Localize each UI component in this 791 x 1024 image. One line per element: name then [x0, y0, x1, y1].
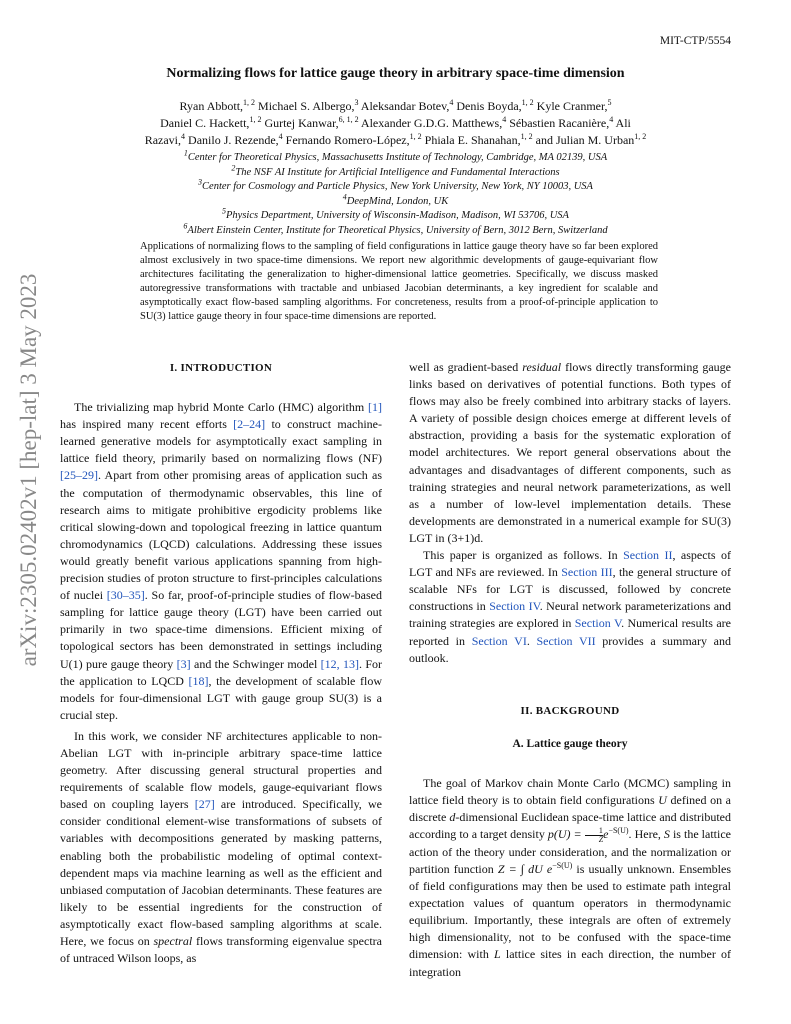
intro-paragraph-3: well as gradient-based residual flows directly transforming gauge links based on derivatives of potential functions. Both types of flows may also be freely combined into arbitrary stacks of layers. A variety of possible design choices emerge at different levels of abstraction, providing a basis for the systematic exploration of model architectures. We report general observations about the advantages and disadvantages of different components, such as training strategies and neural network parameterizations, as well as a number of low-level implementation details. These developments are demonstrated in a numerical example for SU(3) LGT in (3+1)d.: [409, 360, 731, 545]
affiliation: $^3$Center for Cosmology and Particle Physics, New York University, New York, NY 10003, USA: [198, 177, 593, 193]
intro-paragraph-1: The trivializing map hybrid Monte Carlo (HMC) algorithm [1] has inspired many recent efforts [2–24] to construct machine-learned generative models for asymptotically exact sampling in lattice field theory, primarily based on normalizing flows (NF) [25–29]. Apart from other promising areas of application such as the computation of thermodynamic observables, this line of research aims to mitigate prohibitive ergodicity problems like critical slowing-down and topological freezing in lattice quantum chromodynamics (LQCD) calculations. Addressing these issues would greatly benefit various applications spanning from high-precision studies of proton structure to first-principles calculations of nuclei [30–35]. So far, proof-of-principle studies of flow-based sampling for lattice gauge theory (LGT) have been carried out primarily in two space-time dimensions. Efficient mixing of topological sectors has been demonstrated in settings including U(1) pure gauge theory [3] and the Schwinger model [12, 13]. For the application to LQCD [18], the development of scalable flow models for four-dimensional LGT with gauge group SU(3) is a crucial step.: [60, 400, 383, 722]
section-link[interactable]: Section IV: [489, 599, 540, 614]
report-number: MIT-CTP/5554: [659, 35, 731, 47]
intro-paragraph-2: In this work, we consider NF architectures applicable to non-Abelian LGT with in-principle arbitrary space-time lattice geometry. After discussing general structural properties and requirements of scalable flow models, gauge-equivariant flows based on coupling layers [27] are introduced. Specifically, we consider conditional element-wise transformations of subsets of variables with decompositions generated by masking patterns, enabling both the probabilistic modeling of optimal context-dependent maps via machine learning as well as the efficient and unbiased computation of Jacobian determinants. These features are likely to be essential ingredients for the construction of asymptotically exact flow-based sampling algorithms at scale. Here, we focus on spectral flows transforming eigenvalue spectra of untraced Wilson loops, as: [60, 728, 382, 966]
section-heading: II. BACKGROUND: [520, 704, 620, 717]
paper-title: Normalizing flows for lattice gauge theory in arbitrary space-time dimension: [166, 66, 625, 81]
section-link[interactable]: Section III: [561, 565, 613, 580]
section-link[interactable]: Section V: [574, 616, 622, 631]
section-link[interactable]: Section VI: [471, 633, 527, 648]
citation-link[interactable]: [12, 13]: [320, 656, 359, 671]
left-column: [60, 360, 382, 967]
affiliation-list: [90, 148, 701, 239]
citation-link[interactable]: [30–35]: [106, 588, 145, 603]
arxiv-id: arXiv:2305.02402v1 [hep-lat] 3 May 2023: [16, 273, 41, 667]
citation-link[interactable]: [18]: [188, 673, 209, 688]
affiliation: $^2$The NSF AI Institute for Artificial Intelligence and Fundamental Interactions: [231, 163, 560, 178]
section-link[interactable]: Section II: [623, 548, 673, 563]
affiliation: $^6$Albert Einstein Center, Institute for Theoretical Physics, University of Bern, 3012 Bern, Switzerland: [183, 221, 608, 236]
citation-link[interactable]: [3]: [176, 656, 191, 671]
subsection-heading: A. Lattice gauge theory: [512, 737, 628, 750]
arxiv-sidebar-stamp: [8, 260, 50, 680]
author-list: Ryan Abbott,$^{1, 2}$ Michael S. Albergo,$^3$ Aleksandar Botev,$^4$ Denis Boyda,$^{1, 2}$ Kyle Cranmer,$^5$ Daniel C. Hackett,$^{1, 2}$ Gurtej Kanwar,$^{6, 1, 2}$ Alexander G.D.G. Matthews,$^4$ Sébastien Racanière,$^4$ Ali Razavi,$^4$ Danilo J. Rezende,$^4$ Fernando Romero-López,$^{1, 2}$ Phiala E. Shanahan,$^{1, 2}$ and Julian M. Urban$^{1, 2}$: [144, 98, 647, 147]
intro-paragraph-4: This paper is organized as follows. In Section II, aspects of LGT and NFs are reviewed. In Section III, the general structure of scalable NFs for LGT is discussed, followed by concrete constructions in Section IV. Neural network parameterizations and training strategies are explored in Section V. Numerical results are reported in Section VI. Section VII provides a summary and outlook.: [409, 548, 732, 665]
citation-link[interactable]: [27]: [194, 797, 215, 812]
citation-link[interactable]: [2–24]: [233, 417, 266, 432]
affiliation: $^1$Center for Theoretical Physics, Massachusetts Institute of Technology, Cambridge, MA 02139, USA: [183, 148, 608, 163]
background-paragraph-1: The goal of Markov chain Monte Carlo (MCMC) sampling in lattice field theory is to obtain field configurations U defined on a discrete d-dimensional Euclidean space-time lattice and distributed according to a target density p(U) = $\frac{1}{Z}$ $e^{-S(U)}$. Here, S is the lattice action of the theory under consideration, and the normalization or partition function Z = ∫ dU $e^{-S(U)}$ is usually unknown. Ensembles of field configurations may then be used to estimate path integral expectation values of quantum operators in thermodynamic equilibrium. Importantly, these integrals are often of extremely high dimensionality, not to be confused with the space-time dimension: with L lattice sites in each direction, the number of integration: [409, 775, 732, 979]
affiliation: $^4$DeepMind, London, UK: [342, 192, 449, 207]
right-column: [409, 359, 731, 981]
citation-link[interactable]: [1]: [368, 400, 382, 415]
section-link[interactable]: Section VII: [536, 633, 596, 648]
section-heading: I. INTRODUCTION: [169, 362, 273, 374]
abstract: Applications of normalizing flows to the sampling of field configurations in lattice gauge theory have so far been explored almost exclusively in two space-time dimensions. We report new algorithmic developments of gauge-equivariant flow architectures facilitating the generalization to higher-dimensional lattice geometries. Specifically, we discuss masked autoregressive transformations with tractable and unbiased Jacobian determinants, a key ingredient for scalable and asymptotically exact flow-based sampling algorithms. For concreteness, results from a proof-of-principle application to SU(3) lattice gauge theory in four space-time dimensions are reported.: [140, 241, 658, 323]
affiliation: $^5$Physics Department, University of Wisconsin-Madison, Madison, WI 53706, USA: [222, 206, 569, 222]
citation-link[interactable]: [25–29]: [60, 468, 98, 483]
